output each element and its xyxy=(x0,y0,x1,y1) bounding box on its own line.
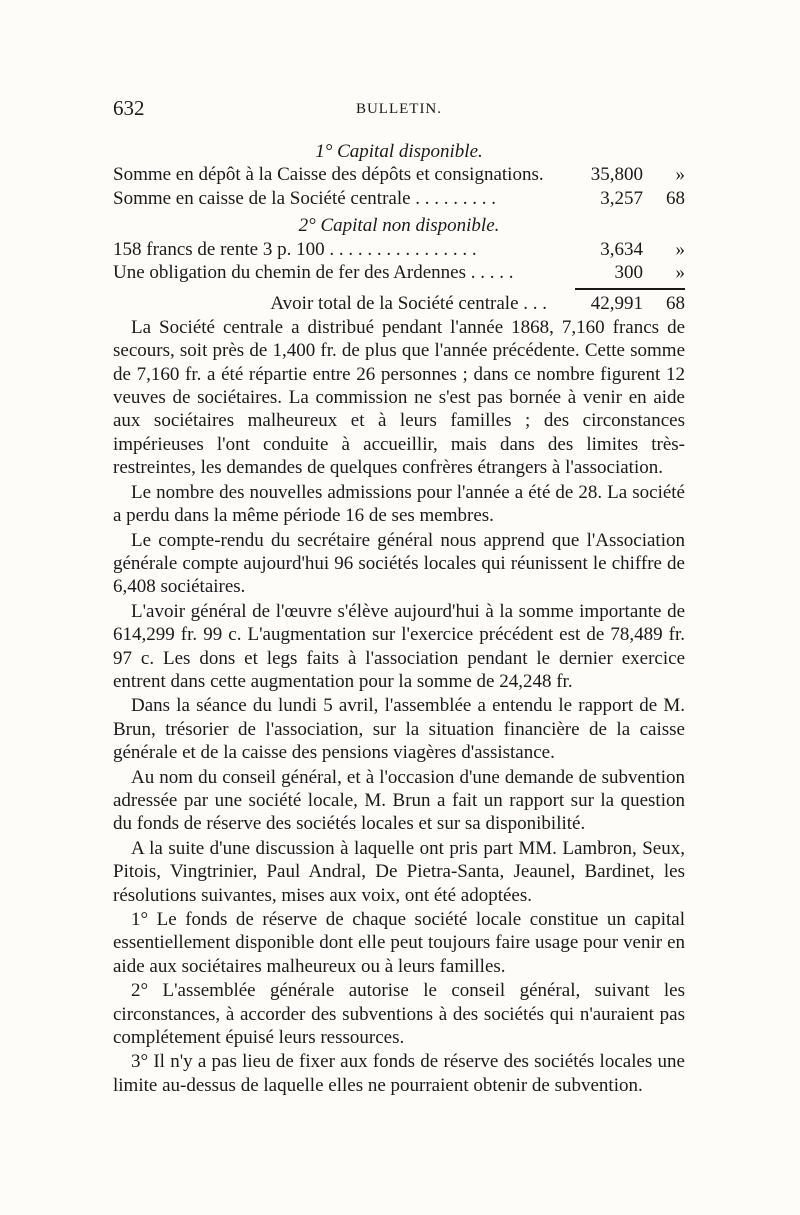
total-cents: 68 xyxy=(666,293,685,315)
ledger-cents: » xyxy=(675,262,685,284)
ledger-amount: 300 xyxy=(614,262,643,284)
ledger-amount: 3,257 xyxy=(600,187,643,209)
ledger-amount: 3,634 xyxy=(600,238,643,260)
total-rule xyxy=(575,288,685,290)
ledger-label: Une obligation du chemin de fer des Ardennes . . . . . xyxy=(113,262,514,284)
paragraph: La Société centrale a distribué pendant l'année 1868, 7,160 francs de secours, soit près de 1,400 fr. de plus que l'année précédente. Cette somme de 7,160 fr. a été répartie entre 26 personnes ; dans ce nombre figurent 12 veuves de sociétaires. La commission ne s'est pas bornée à venir en aide aux sociétaires malheureux et à leurs familles ; des circonstances impérieuses l'ont conduite à accueillir, mais dans des limites très-restreintes, les demandes de quelques confrères étrangers à l'association. xyxy=(113,316,685,479)
ledger-row xyxy=(113,261,685,284)
paragraph: L'avoir général de l'œuvre s'élève aujourd'hui à la somme importante de 614,299 fr. 99 c. L'augmentation sur l'exercice précédent est de 78,489 fr. 97 c. Les dons et legs faits à l'association pendant le dernier exercice entrent dans cette augmentation pour la somme de 24,248 fr. xyxy=(113,600,685,692)
page-header xyxy=(113,96,685,122)
ledger-cents: 68 xyxy=(666,187,685,209)
total-amount: 42,991 xyxy=(590,293,643,315)
ledger-label: Somme en caisse de la Société centrale . . . . . . . . . xyxy=(113,187,497,209)
total-label: Avoir total de la Société centrale . . . xyxy=(270,293,547,315)
ledger-label: Somme en dépôt à la Caisse des dépôts et consignations. xyxy=(113,164,544,186)
ledger-cents: » xyxy=(675,238,685,260)
resolution-2: 2° L'assemblée générale autorise le conseil général, suivant les circonstances, à accorder des subventions à des sociétés qui n'auraient pas complétement épuisé leurs ressources. xyxy=(113,980,685,1049)
running-title: BULLETIN. xyxy=(355,101,443,117)
ledger-row xyxy=(113,238,685,261)
paragraph: Le nombre des nouvelles admissions pour l'année a été de 28. La société a perdu dans la même période 16 de ses membres. xyxy=(113,481,685,527)
ledger-cents: » xyxy=(675,164,685,186)
page-body xyxy=(113,140,685,1097)
resolution-1: 1° Le fonds de réserve de chaque société locale constitue un capital essentiellement disponible dont elle peut toujours faire usage pour venir en aide aux sociétaires malheureux ou à leurs familles. xyxy=(113,909,685,977)
ledger-row xyxy=(113,187,685,210)
page-number: 632 xyxy=(113,96,145,120)
section-heading-capital-disponible: 1° Capital disponible. xyxy=(315,141,483,162)
paragraph: Au nom du conseil général, et à l'occasion d'une demande de subvention adressée par une société locale, M. Brun a fait un rapport sur la question du fonds de réserve des sociétés locales et sur sa disponibilité. xyxy=(113,766,685,835)
total-row xyxy=(113,292,685,315)
ledger-amount: 35,800 xyxy=(590,164,643,186)
paragraph: Dans la séance du lundi 5 avril, l'assemblée a entendu le rapport de M. Brun, trésorier de l'association, sur la situation financière de la caisse générale et de la caisse des pensions viagères d'assistance. xyxy=(113,695,685,764)
paragraph: Le compte-rendu du secrétaire général nous apprend que l'Association générale compte aujourd'hui 96 sociétés locales qui réunissent le chiffre de 6,408 sociétaires. xyxy=(113,529,685,598)
ledger-label: 158 francs de rente 3 p. 100 . . . . . . . . . . . . . . . . xyxy=(113,238,477,260)
ledger-row xyxy=(113,163,685,186)
paragraph: A la suite d'une discussion à laquelle ont pris part MM. Lambron, Seux, Pitois, Vingtrinier, Paul Andral, De Pietra-Santa, Jeaunel, Bardinet, les résolutions suivantes, mises aux voix, ont été adoptées. xyxy=(113,837,685,906)
section-heading-capital-non-disponible: 2° Capital non disponible. xyxy=(298,215,500,237)
resolution-3: 3° Il n'y a pas lieu de fixer aux fonds de réserve des sociétés locales une limite au-dessus de laquelle elles ne pourraient obtenir de subvention. xyxy=(113,1051,685,1096)
